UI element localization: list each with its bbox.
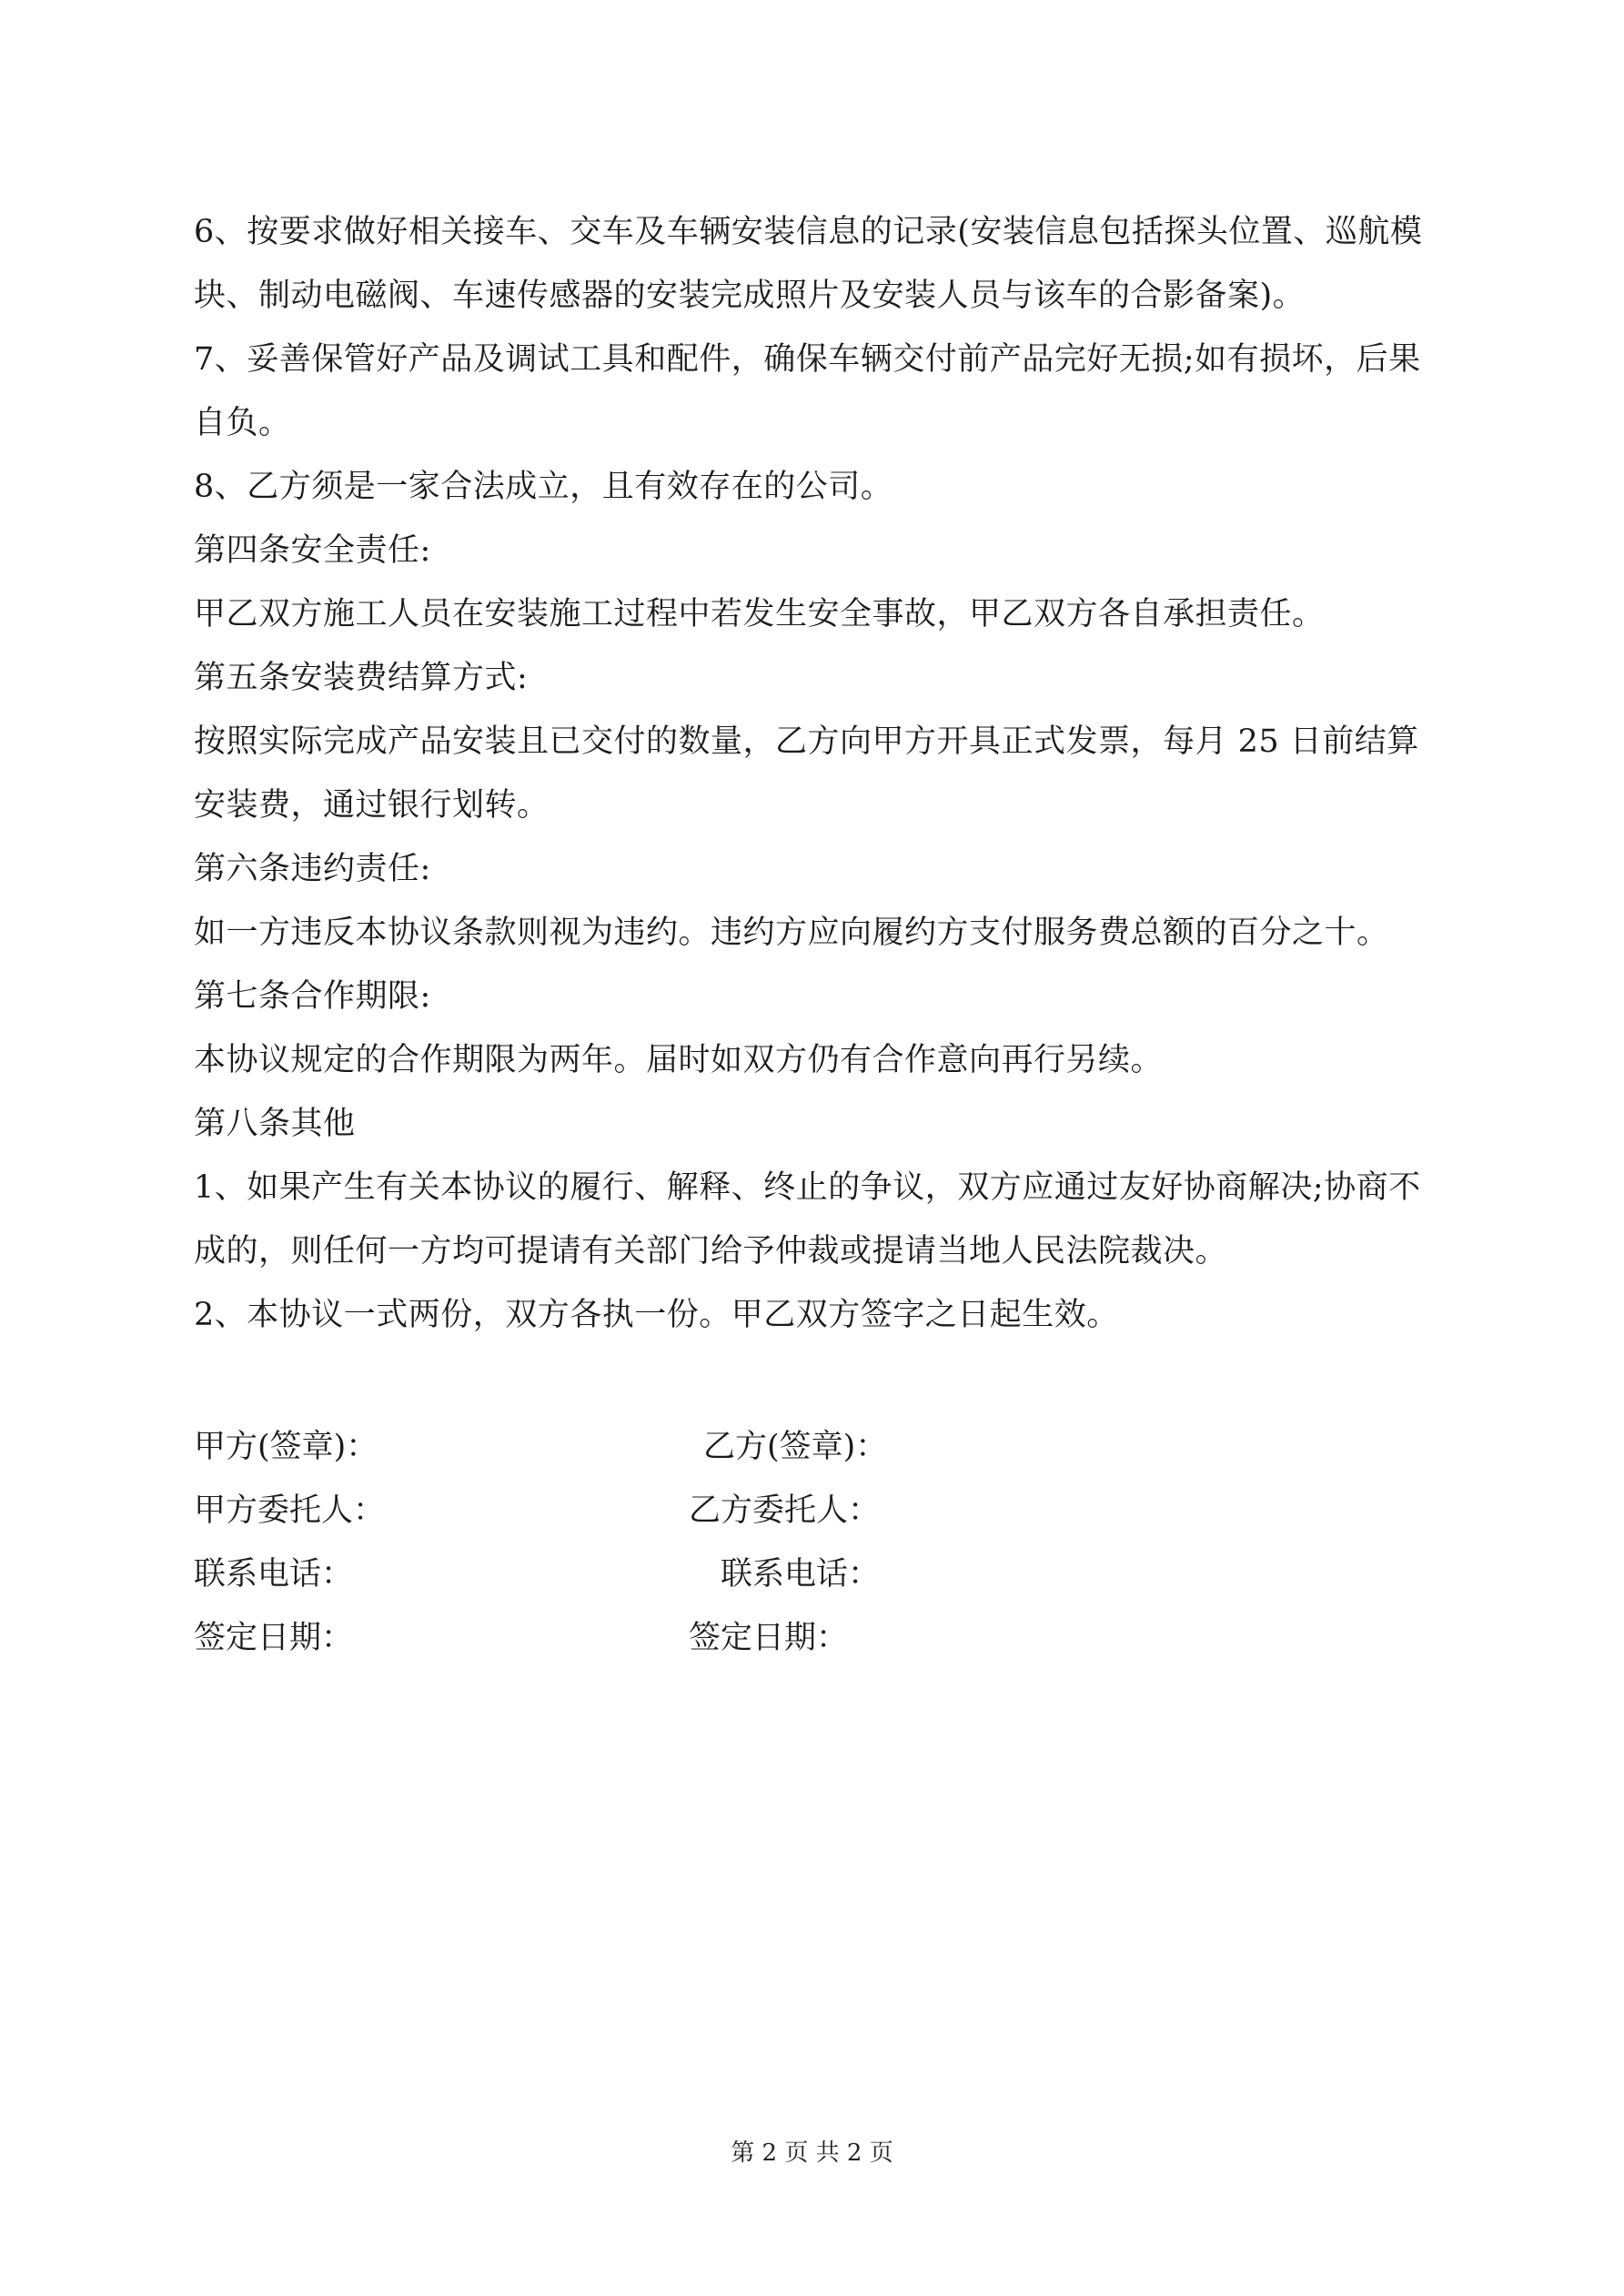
clause-6-line-1: 6、按要求做好相关接车、交车及车辆安装信息的记录(安装信息包括探头位置、巡航模	[194, 214, 1423, 250]
article-4-text: 甲乙双方施工人员在安装施工过程中若发生安全事故，甲乙双方各自承担责任。	[194, 596, 1325, 632]
clause-7-line-2: 自负。	[194, 405, 291, 441]
party-b-agent-label: 乙方委托人：	[689, 1492, 881, 1529]
party-b-date-label: 签定日期：	[689, 1620, 849, 1656]
article-8-item-2: 2、本协议一式两份，双方各执一份。甲乙双方签字之日起生效。	[194, 1297, 1119, 1333]
article-6-text: 如一方违反本协议条款则视为违约。违约方应向履约方支付服务费总额的百分之十。	[194, 915, 1389, 951]
party-a-date-label: 签定日期：	[194, 1620, 354, 1656]
article-5-heading: 第五条安装费结算方式:	[194, 660, 529, 696]
article-5-text-line-2: 安装费，通过银行划转。	[194, 787, 550, 824]
article-5-text-line-1: 按照实际完成产品安装且已交付的数量，乙方向甲方开具正式发票，每月 25 日前结算	[194, 723, 1419, 760]
agreement-body	[194, 200, 1449, 1347]
article-6-heading: 第六条违约责任:	[194, 851, 431, 887]
party-a-agent-label: 甲方委托人：	[194, 1492, 386, 1529]
party-b-phone-label: 联系电话：	[721, 1556, 881, 1593]
article-8-item-1-line-1: 1、如果产生有关本协议的履行、解释、终止的争议，双方应通过友好协商解决;协商不	[194, 1169, 1421, 1206]
clause-7-line-1: 7、妥善保管好产品及调试工具和配件，确保车辆交付前产品完好无损;如有损坏，后果	[194, 341, 1421, 378]
article-8-heading: 第八条其他	[194, 1106, 356, 1142]
clause-8: 8、乙方须是一家合法成立，且有效存在的公司。	[194, 469, 893, 505]
article-7-text: 本协议规定的合作期限为两年。届时如双方仍有合作意向再行另续。	[194, 1042, 1164, 1078]
page-footer: 第 2 页 共 2 页	[731, 2139, 893, 2167]
party-a-seal-label: 甲方(签章)：	[194, 1429, 378, 1465]
party-a-phone-label: 联系电话：	[194, 1556, 354, 1593]
party-b-seal-label: 乙方(签章)：	[703, 1429, 888, 1465]
article-8-item-1-line-2: 成的，则任何一方均可提请有关部门给予仲裁或提请当地人民法院裁决。	[194, 1233, 1228, 1269]
article-4-heading: 第四条安全责任:	[194, 532, 431, 569]
clause-6-line-2: 块、制动电磁阀、车速传感器的安装完成照片及安装人员与该车的合影备案)。	[194, 278, 1306, 314]
article-7-heading: 第七条合作期限:	[194, 978, 431, 1015]
